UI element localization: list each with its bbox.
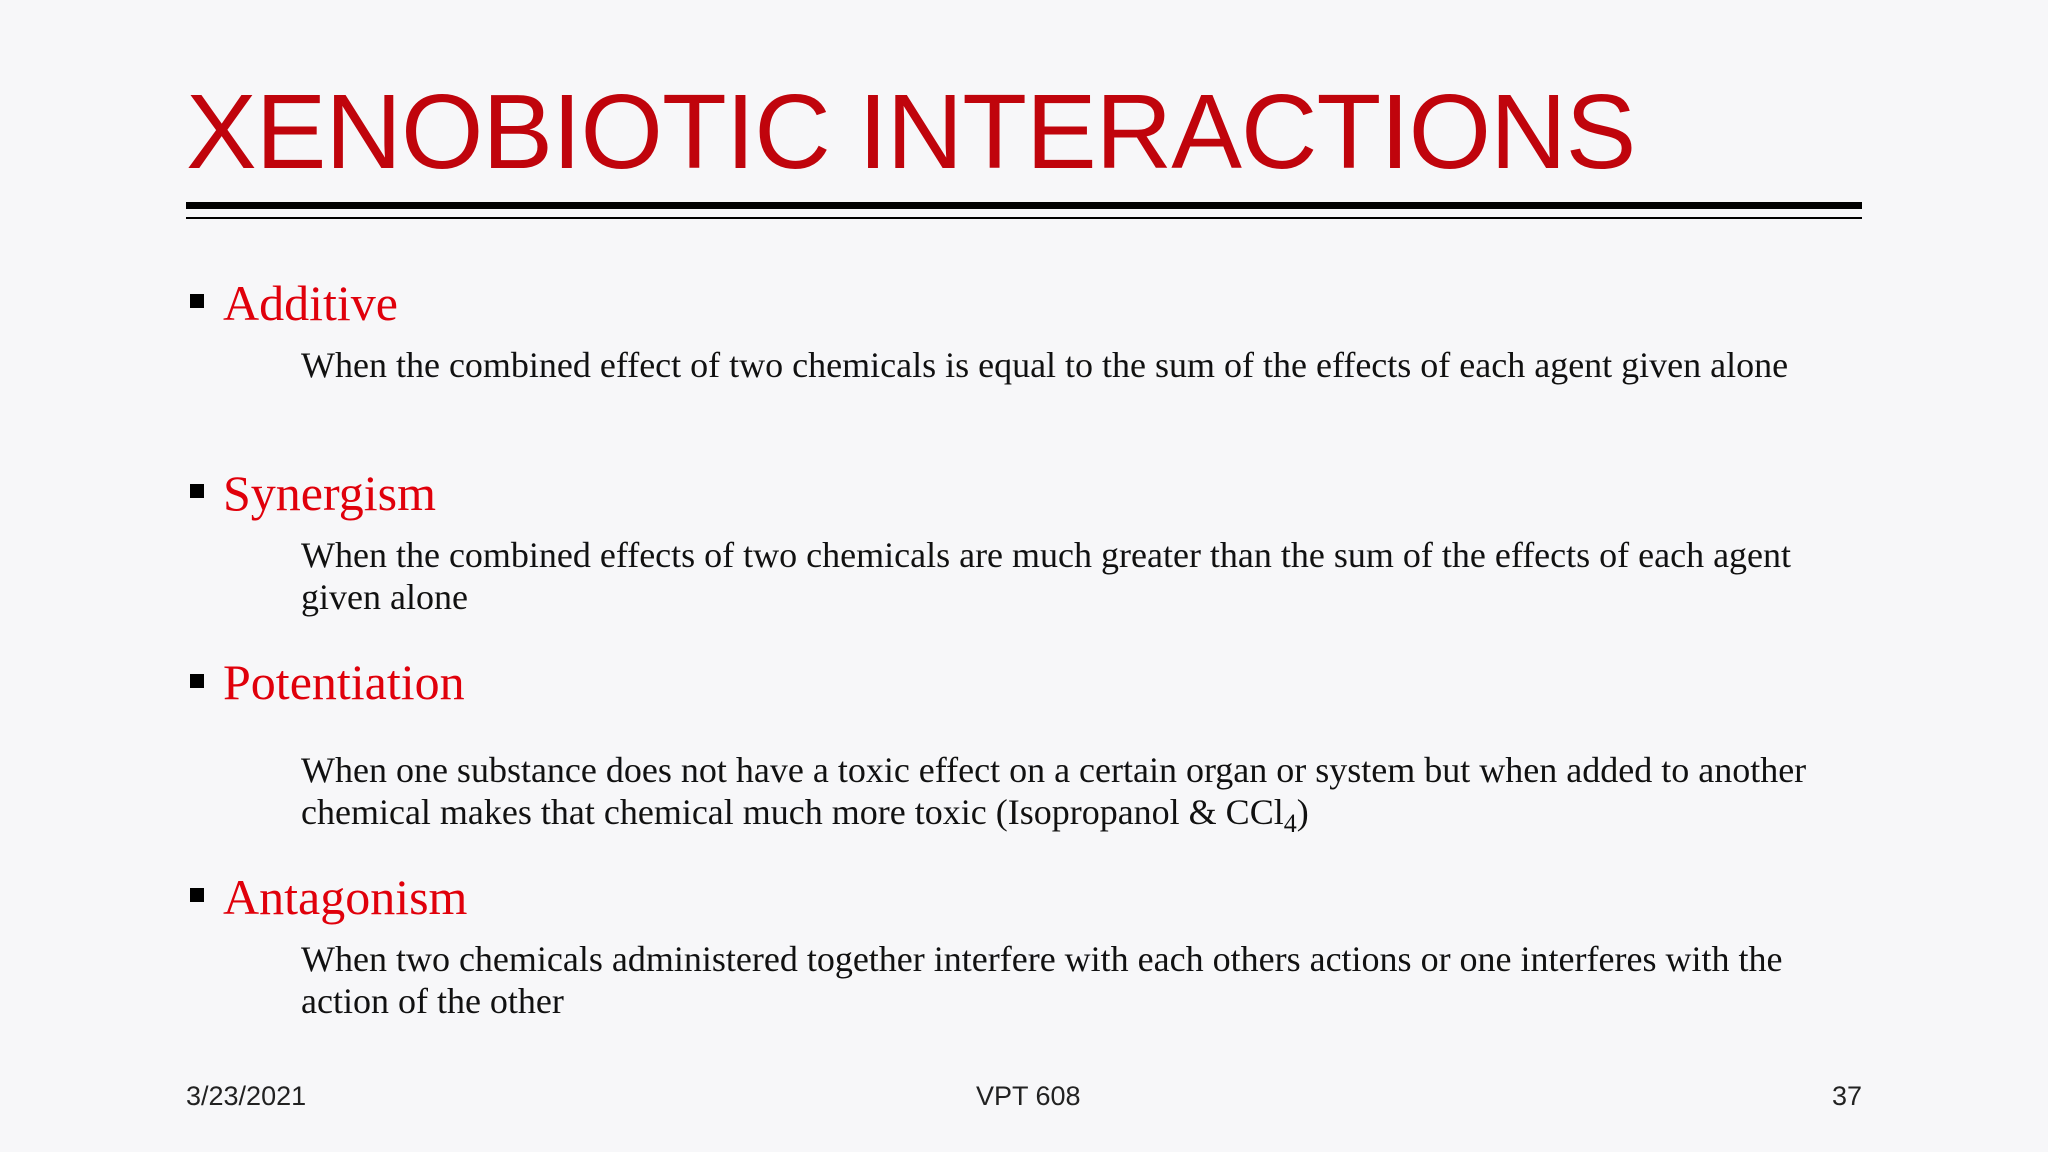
square-bullet-icon <box>190 484 204 498</box>
footer-course: VPT 608 <box>976 1081 1081 1111</box>
square-bullet-icon <box>190 674 204 688</box>
footer-date: 3/23/2021 <box>186 1081 307 1111</box>
description-potentiation <box>301 749 1861 845</box>
description-potentiation-text: When one substance does not have a toxic effect on a certain organ or system but when added to another chemical makes that chemical much more toxic (Isopropanol & CCl <box>301 750 1807 832</box>
square-bullet-icon <box>190 294 204 308</box>
description-antagonism: When two chemicals administered together interfere with each others actions or one interferes with the action of the other <box>301 939 1783 1021</box>
description-additive: When the combined effect of two chemicals is equal to the sum of the effects of each agent given alone <box>301 345 1789 385</box>
term-potentiation: Potentiation <box>223 654 465 710</box>
square-bullet-icon <box>190 888 204 902</box>
subscript-four: 4 <box>1283 809 1297 839</box>
footer-page-number: 37 <box>1831 1081 1862 1111</box>
slide-title: XENOBIOTIC INTERACTIONS <box>186 73 1636 191</box>
term-synergism: Synergism <box>223 465 436 521</box>
description-synergism: When the combined effects of two chemicals are much greater than the sum of the effects of each agent given alone <box>301 535 1792 617</box>
term-antagonism: Antagonism <box>223 869 468 925</box>
description-potentiation-end: ) <box>1296 792 1309 832</box>
term-additive: Additive <box>223 275 398 331</box>
